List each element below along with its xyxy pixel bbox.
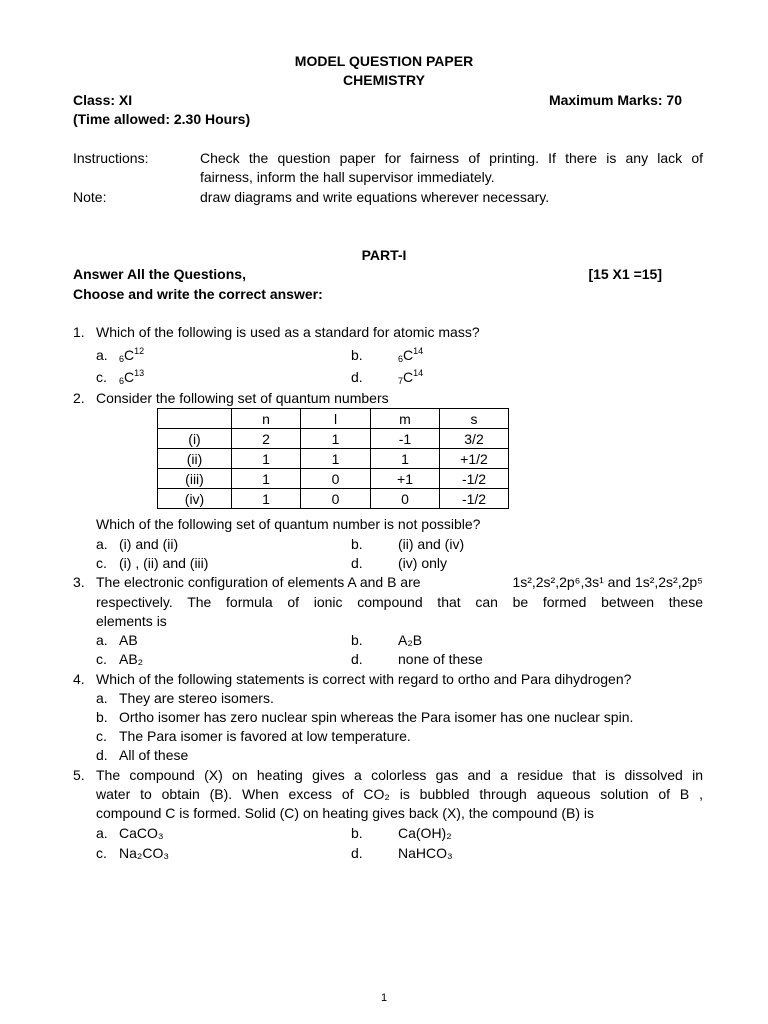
q2-question: Which of the following set of quantum number is not possible? <box>96 516 481 532</box>
q4-option-d-letter: d. <box>96 747 108 763</box>
table-header-cell: l <box>301 409 371 429</box>
q5-option-d: NaHCO₃ <box>398 845 453 861</box>
q4-option-d: All of these <box>119 747 189 763</box>
note-text: draw diagrams and write equations wherever necessary. <box>200 189 550 205</box>
part-title: PART-I <box>361 247 407 263</box>
q3-and: and <box>603 574 635 590</box>
q5-line1: The compound (X) on heating gives a colorless gas and a residue that is dissolved in <box>96 767 703 783</box>
q3-option-b: A₂B <box>398 632 423 648</box>
table-header-cell: n <box>232 409 301 429</box>
table-cell: 0 <box>301 489 371 509</box>
table-cell: 1 <box>371 449 440 469</box>
q3-option-d-letter: d. <box>351 651 363 667</box>
table-cell: -1/2 <box>440 489 509 509</box>
q4-option-b-letter: b. <box>96 709 108 725</box>
table-cell: +1 <box>371 469 440 489</box>
table-cell: 1 <box>232 489 301 509</box>
q5-line3: compound C is formed. Solid (C) on heating gives back (X), the compound (B) is <box>96 805 595 821</box>
table-cell: -1 <box>371 429 440 449</box>
q4-option-b: Ortho isomer has zero nuclear spin whereas the Para isomer has one nuclear spin. <box>119 709 634 725</box>
table-cell: 3/2 <box>440 429 509 449</box>
q5-option-a: CaCO₃ <box>119 825 164 841</box>
q1-option-b: $_6C^{14}$ <box>398 346 424 364</box>
part-directive: Answer All the Questions, <box>73 266 246 282</box>
page-number: 1 <box>380 992 388 1004</box>
q5-option-b: Ca(OH)₂ <box>398 825 452 841</box>
table-cell: 1 <box>232 449 301 469</box>
q3-option-a: AB <box>119 632 138 648</box>
q3-line2: respectively. The formula of ionic compound that can be formed between these <box>96 594 703 610</box>
max-marks: Maximum Marks: 70 <box>548 92 682 108</box>
q1-option-a: $_6C^{12}$ <box>119 346 145 364</box>
q3-option-c: AB₂ <box>119 651 144 667</box>
q5-number: 5. <box>73 767 85 783</box>
table-row <box>158 489 509 509</box>
q2-option-d: (iv) only <box>398 555 448 571</box>
q3-configs <box>512 573 703 592</box>
table-cell: -1/2 <box>440 469 509 489</box>
q1-option-d: $_7C^{14}$ <box>398 368 424 386</box>
table-cell: 1 <box>301 429 371 449</box>
table-row <box>158 469 509 489</box>
table-header-cell: m <box>371 409 440 429</box>
q1-option-c-letter: c. <box>96 369 107 385</box>
q4-option-c-letter: c. <box>96 728 107 744</box>
q3-option-c-letter: c. <box>96 651 107 667</box>
paper-title: MODEL QUESTION PAPER <box>294 53 474 69</box>
table-cell: 0 <box>301 469 371 489</box>
q3-line1 <box>96 573 703 592</box>
q3-option-d: none of these <box>398 651 483 667</box>
q5-option-a-letter: a. <box>96 825 108 841</box>
note-label: Note: <box>73 189 107 205</box>
q2-option-b-letter: b. <box>351 536 363 552</box>
q4-number: 4. <box>73 671 85 687</box>
instructions-line2: fairness, inform the hall supervisor immediately. <box>200 169 495 185</box>
q2-text: Consider the following set of quantum numbers <box>96 390 389 406</box>
table-header-cell: s <box>440 409 509 429</box>
instructions-label: Instructions: <box>73 150 149 166</box>
table-cell: (iii) <box>158 469 232 489</box>
q3-line3: elements is <box>96 613 167 629</box>
table-cell: 1 <box>301 449 371 469</box>
table-cell: 2 <box>232 429 301 449</box>
class-label: Class: XI <box>73 92 133 108</box>
q3-option-a-letter: a. <box>96 632 108 648</box>
q2-option-c-letter: c. <box>96 555 107 571</box>
table-cell: 1 <box>232 469 301 489</box>
q3-option-b-letter: b. <box>351 632 363 648</box>
q5-option-c: Na₂CO₃ <box>119 845 170 861</box>
q2-option-d-letter: d. <box>351 555 363 571</box>
table-row <box>158 429 509 449</box>
part-marks: [15 X1 =15] <box>588 266 662 282</box>
q5-option-c-letter: c. <box>96 845 107 861</box>
q1-text: Which of the following is used as a standard for atomic mass? <box>96 324 480 340</box>
q4-option-c: The Para isomer is favored at low temperature. <box>119 728 411 744</box>
q2-option-c: (i) , (ii) and (iii) <box>119 555 209 571</box>
q4-option-a-letter: a. <box>96 690 108 706</box>
table-row <box>158 449 509 469</box>
time-allowed: (Time allowed: 2.30 Hours) <box>73 111 251 127</box>
q4-text: Which of the following statements is correct with regard to ortho and Para dihydrogen? <box>96 671 632 687</box>
q4-option-a: They are stereo isomers. <box>119 690 274 706</box>
q1-option-c: $_6C^{13}$ <box>119 368 145 386</box>
choose-instruction: Choose and write the correct answer: <box>73 286 323 302</box>
table-cell: (i) <box>158 429 232 449</box>
q5-line2: water to obtain (B). When excess of CO₂ is bubbled through aqueous solution of B , <box>96 786 703 802</box>
q2-option-a-letter: a. <box>96 536 108 552</box>
table-cell: (ii) <box>158 449 232 469</box>
table-cell: 0 <box>371 489 440 509</box>
q3-number: 3. <box>73 574 85 590</box>
q1-number: 1. <box>73 324 85 340</box>
q3-config-b: 1s²,2s²,2p⁵ <box>634 574 703 590</box>
table-header-cell <box>158 409 232 429</box>
q1-option-d-letter: d. <box>351 369 363 385</box>
subject-title: CHEMISTRY <box>343 72 425 88</box>
q1-option-a-letter: a. <box>96 347 108 363</box>
q3-line1-text: The electronic configuration of elements A and B are <box>96 574 421 590</box>
instructions-line1: Check the question paper for fairness of printing. If there is any lack of <box>200 150 703 166</box>
q5-option-b-letter: b. <box>351 825 363 841</box>
q3-config-a: 1s²,2s²,2p⁶,3s¹ <box>512 574 604 590</box>
table-cell: +1/2 <box>440 449 509 469</box>
quantum-numbers-table <box>157 408 509 509</box>
q2-number: 2. <box>73 390 85 406</box>
q2-option-b: (ii) and (iv) <box>398 536 465 552</box>
q5-option-d-letter: d. <box>351 845 363 861</box>
table-header-row <box>158 409 509 429</box>
q2-option-a: (i) and (ii) <box>119 536 179 552</box>
table-cell: (iv) <box>158 489 232 509</box>
q1-option-b-letter: b. <box>351 347 363 363</box>
